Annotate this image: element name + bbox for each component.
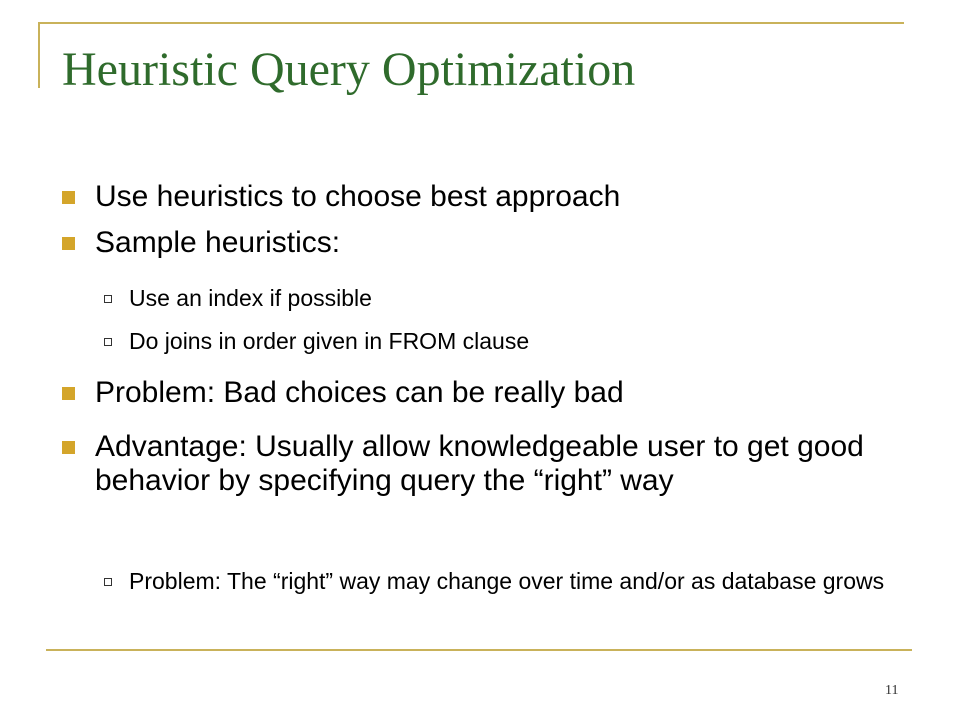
slide-title: Heuristic Query Optimization (62, 43, 636, 96)
square-bullet-icon (62, 441, 75, 454)
square-bullet-icon (62, 387, 75, 400)
bullet-text: Problem: Bad choices can be really bad (95, 376, 624, 409)
hollow-square-bullet-icon (104, 338, 112, 346)
bullet-text: Sample heuristics: (95, 226, 341, 259)
square-bullet-icon (62, 191, 75, 204)
bullet-text: Advantage: Usually allow knowledgeable user to get good behavior by specifying query the “right” way (95, 430, 864, 497)
sub-bullet-text: Problem: The “right” way may change over time and/or as database grows (129, 568, 885, 594)
sub-bullet-text: Use an index if possible (129, 285, 372, 311)
hollow-square-bullet-icon (104, 295, 112, 303)
sub-bullet-text: Do joins in order given in FROM clause (129, 328, 530, 354)
bullet-text: Use heuristics to choose best approach (95, 180, 621, 213)
hollow-square-bullet-icon (104, 578, 112, 586)
square-bullet-icon (62, 237, 75, 250)
frame-bottom-rule (46, 649, 912, 651)
page-number: 11 (885, 683, 899, 698)
